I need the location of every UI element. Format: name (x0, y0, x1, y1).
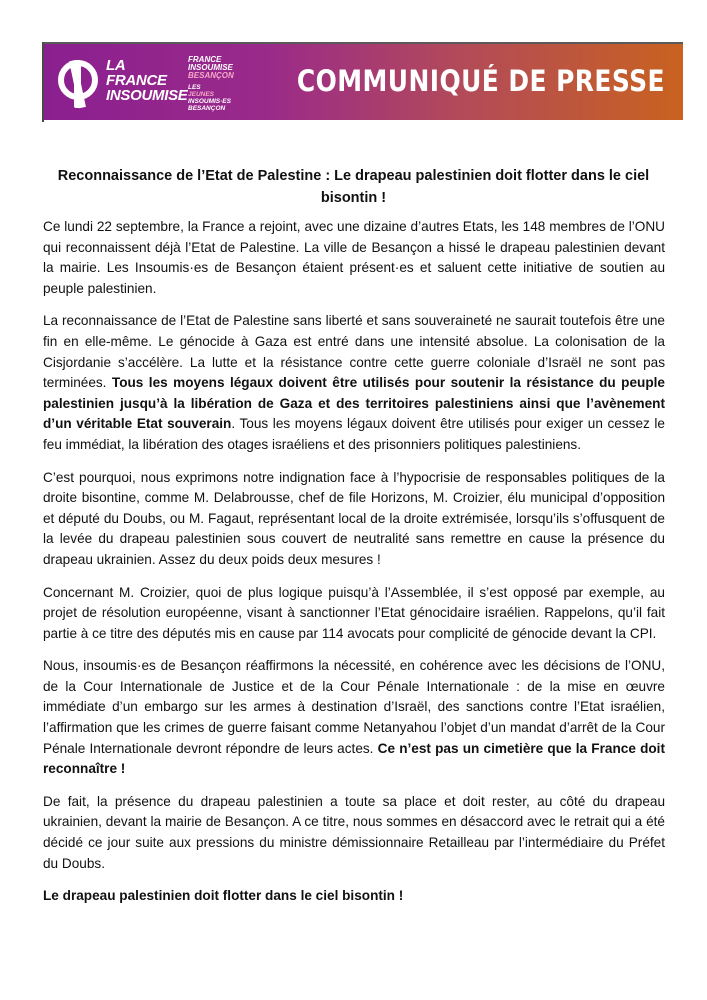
badge2-line2: JEUNES (188, 91, 215, 98)
paragraph-6: De fait, la présence du drapeau palestinien a toute sa place et doit rester, au côté du drapeau ukrainien, devant la mairie de Besançon. A ce titre, nous sommes en désaccord avec le retrait qui a été décidé ce jour suite aux pressions du ministre démissionnaire Retailleau par l’intermédiaire du Préfet du Doubs. (43, 793, 665, 871)
press-release-banner (42, 42, 683, 120)
badge1-line2: INSOUMISE (188, 63, 233, 72)
badge-lfi-besancon (188, 56, 234, 80)
badge1-line3: BESANÇON (188, 71, 234, 80)
article-body (43, 217, 665, 919)
badge-jeunes-insoumis (188, 84, 231, 112)
logo-line-3: INSOUMISE (106, 87, 188, 104)
paragraph-5-start: Nous, insoumis·es de Besançon réaffirmons la nécessité, en cohérence avec les décisions de l’ONU, de la Cour Internationale de Justice et de la Cour Pénale Internationale : de la mise en œuvre immédiate d’un embargo sur les armes à destination d’Israël, des sanctions contre l’Etat israélien, l’affirmation que les crimes de guerre faisant comme Netanyahou l’objet d’un mandat d’arrêt de la Cour Pénale Internationale devront répondre de leurs actes. (43, 658, 665, 756)
paragraph-1: Ce lundi 22 septembre, la France a rejoint, avec une dizaine d’autres Etats, les 148 membres de l’ONU qui reconnaissent déjà l’Etat de Palestine. La ville de Besançon a hissé le drapeau palestinien devant la mairie. Les Insoumis·es de Besançon étaient présent·es et saluent cette initiative de soutien au peuple palestinien. (43, 219, 665, 296)
badge2-line4: BESANÇON (188, 105, 226, 112)
lfi-wordmark (106, 58, 187, 103)
paragraph-3: C’est pourquoi, nous exprimons notre indignation face à l’hypocrisie de responsables politiques de la droite bisontine, comme M. Delabrousse, chef de file Horizons, M. Croizier, élu municipal d’opposition et député du Doubs, ou M. Fagaut, représentant local de la droite extrémisée, lorsqu’ils s’offusquent de la levée du drapeau palestinien sous couvert de neutralité sans remettre en cause la présence du drapeau ukrainien. Assez du deux poids deux mesures ! (43, 469, 665, 567)
badge1-line1: FRANCE (188, 55, 222, 64)
badge2-line3: INSOUMIS·ES (188, 98, 231, 105)
headline: Reconnaissance de l’Etat de Palestine : Le drapeau palestinien doit flotter dans le ciel bisontin ! (57, 168, 650, 206)
paragraph-5 (43, 656, 665, 780)
banner-left-edge (42, 42, 44, 122)
closing-line: Le drapeau palestinien doit flotter dans le ciel bisontin ! (43, 888, 404, 904)
badge2-line1: LES (188, 84, 201, 91)
paragraph-2 (43, 311, 665, 455)
press-release-title: COMMUNIQUÉ DE PRESSE (296, 64, 665, 98)
paragraph-2-start: La reconnaissance de l’Etat de Palestine sans liberté et sans souveraineté ne saurait toutefois être une fin en elle-même. Le génocide à Gaza est entré dans une intensité absolue. La colonisation de la Cisjordanie s’accélère. La lutte et la résistance contre cette guerre coloniale d’Israël ne sont pas terminées. (43, 313, 665, 391)
paragraph-5-bold: Ce n’est pas un cimetière que la France doit reconnaître ! (43, 740, 665, 777)
lfi-phi-logo-icon (56, 56, 102, 110)
paragraph-4: Concernant M. Croizier, quoi de plus logique puisqu’à l’Assemblée, il s’est opposé par exemple, au projet de résolution européenne, visant à sanctionner l’Etat génocidaire israélien. Rappelons, qu’il fait partie à ce titre des députés mis en cause par 114 avocats pour complicité de génocide devant la CPI. (43, 584, 665, 641)
logo-line-1: LA (106, 57, 126, 74)
paragraph-2-bold: Tous les moyens légaux doivent être utilisés pour soutenir la résistance du peuple palestinien jusqu’à la libération de Gaza et des territoires palestiniens ainsi que l’avènement d’un véritable Etat souverain (43, 375, 665, 432)
paragraph-2-end: . Tous les moyens légaux doivent être utilisés pour exiger un cessez le feu immédiat, la libération des otages israéliens et des prisonniers politiques palestiniens. (43, 416, 665, 452)
logo-line-2: FRANCE (106, 72, 167, 89)
